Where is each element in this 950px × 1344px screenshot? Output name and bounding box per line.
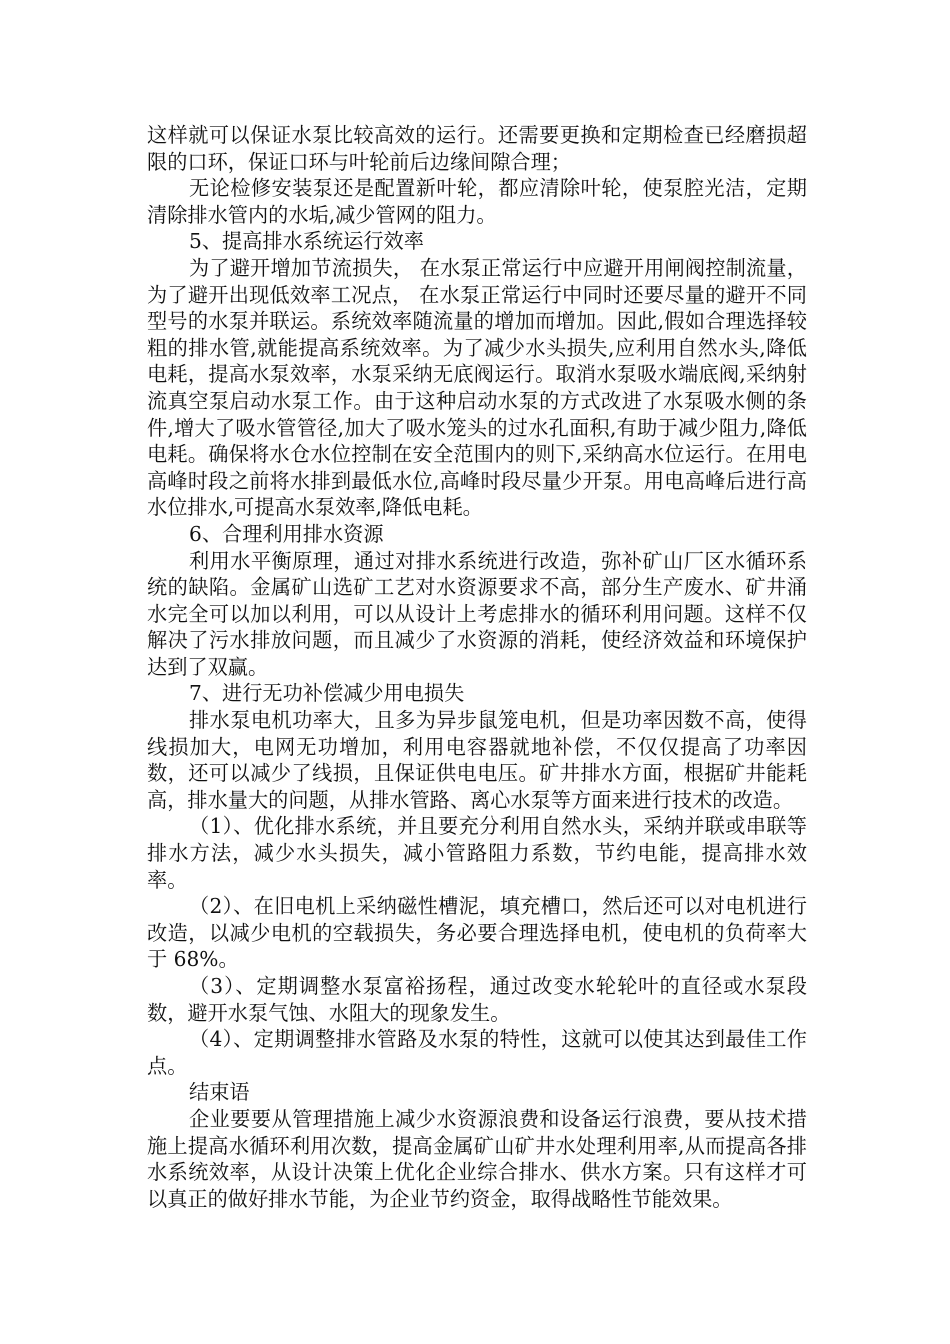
paragraph-continuation: 这样就可以保证水泵比较高效的运行。还需要更换和定期检查已经磨损超限的口环，保证口环与叶轮前后边缘间隙合理； [147, 123, 807, 174]
paragraph-reactive-compensation: 排水泵电机功率大，且多为异步鼠笼电机，但是功率因数不高，使得线损加大，电网无功增加，利用电容器就地补偿，不仅仅提高了功率因数，还可以减少了线损，且保证供电电压。矿井排水方面，根据矿井能耗高，排水量大的问题，从排水管路、离心水泵等方面来进行技术的改造。 [147, 708, 807, 812]
list-item-1: （1）、优化排水系统，并且要充分利用自然水头，采纳并联或串联等排水方法，减少水头损失，减小管路阻力系数，节约电能，提高排水效率。 [147, 814, 807, 892]
paragraph-conclusion: 企业要要从管理措施上减少水资源浪费和设备运行浪费，要从技术措施上提高水循环利用次数，提高金属矿山矿井水处理利用率,从而提高各排水系统效率，从设计决策上优化企业综合排水、供水方案。只有这样才可以真正的做好排水节能，为企业节约资金，取得战略性节能效果。 [147, 1106, 807, 1211]
paragraph-water-resources: 利用水平衡原理，通过对排水系统进行改造，弥补矿山厂区水循环系统的缺陷。金属矿山选矿工艺对水资源要求不高，部分生产废水、矿井涌水完全可以加以利用，可以从设计上考虑排水的循环利用问题。这样不仅解决了污水排放问题，而且减少了水资源的消耗，使经济效益和环境保护达到了双赢。 [147, 548, 807, 679]
list-item-4: （4）、定期调整排水管路及水泵的特性，这就可以使其达到最佳工作点。 [147, 1027, 807, 1078]
conclusion-heading: 结束语 [189, 1080, 250, 1105]
list-item-2: （2）、在旧电机上采纳磁性槽泥，填充槽口，然后还可以对电机进行改造，以减少电机的空载损失，务必要合理选择电机，使电机的负荷率大于 68%。 [147, 894, 807, 972]
section-heading-6: 6、合理利用排水资源 [189, 521, 384, 546]
paragraph-system-efficiency: 为了避开增加节流损失， 在水泵正常运行中应避开用闸阀控制流量，为了避开出现低效率工况点， 在水泵正常运行中同时还要尽量的避开不同型号的水泵并联运。系统效率随流量的增加而增加。因此,假如合理选择较粗的排水管,就能提高系统效率。为了减少水头损失,应利用自然水头,降低电耗，提高水泵效率，水泵采纳无底阀运行。取消水泵吸水端底阀,采纳射流真空泵启动水泵工作。由于这种启动水泵的方式改进了水泵吸水侧的条件,增大了吸水管管径,加大了吸水笼头的过水孔面积,有助于减少阻力,降低电耗。确保将水仓水位控制在安全范围内的则下,采纳高水位运行。在用电高峰时段之前将水排到最低水位,高峰时段尽量少开泵。用电高峰后进行高水位排水,可提高水泵效率,降低电耗。 [147, 255, 807, 520]
document-body [147, 122, 807, 1212]
section-heading-7: 7、进行无功补偿减少用电损失 [189, 681, 465, 706]
section-heading-5: 5、提高排水系统运行效率 [189, 229, 424, 254]
list-item-3: （3）、定期调整水泵富裕扬程，通过改变水轮轮叶的直径或水泵段数，避开水泵气蚀、水阻大的现象发生。 [147, 974, 807, 1025]
paragraph-maintenance: 无论检修安装泵还是配置新叶轮，都应清除叶轮，使泵腔光洁，定期清除排水管内的水垢,减少管网的阻力。 [147, 176, 807, 227]
